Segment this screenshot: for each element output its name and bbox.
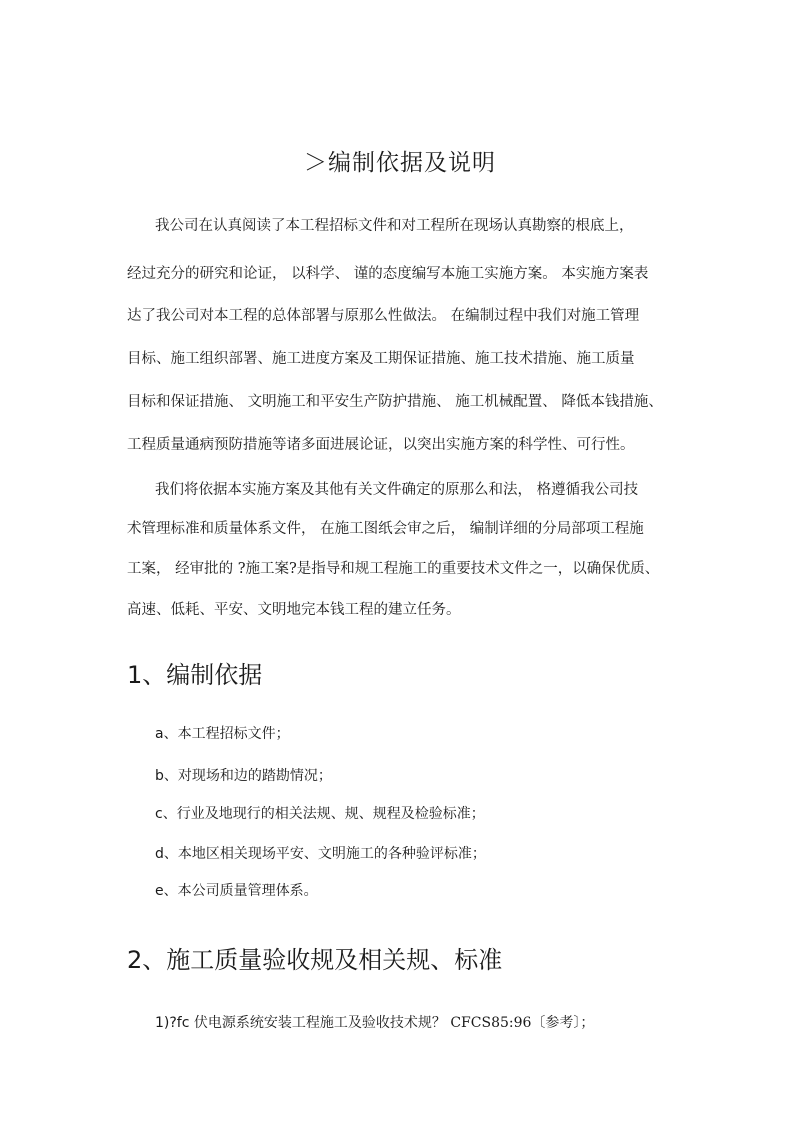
page-title: ＞编制依据及说明 xyxy=(304,150,496,176)
text-line: 工案， 经审批的 ?施工案?是指导和规工程施工的重要技术文件之一，以确保优质、 xyxy=(127,561,660,577)
list-item-text: 、对现场和边的踏勘情况； xyxy=(163,768,332,784)
list-marker: c xyxy=(155,806,163,822)
list-marker: b xyxy=(155,768,164,784)
text-line: 工程质量通病预防措施等诸多面进展论证，以突出实施方案的科学性、可行性。 xyxy=(127,437,635,453)
text-line: 术管理标准和质量体系文件， 在施工图纸会审之后， 编制详细的分局部项工程施 xyxy=(127,521,644,537)
list-item-text: 、行业及地现行的相关法规、规、规程及检验标准； xyxy=(162,806,485,822)
text-line: 我公司在认真阅读了本工程招标文件和对工程所在现场认真勘察的根底上， xyxy=(155,218,634,234)
list-marker: a xyxy=(155,726,164,742)
list-item xyxy=(155,843,486,863)
text-line: 目标和保证措施、 文明施工和平安生产防护措施、 施工机械配置、 降低本钱措施、 xyxy=(127,394,663,410)
text-line: 达了我公司对本工程的总体部署与原那么性做法。 在编制过程中我们对施工管理 xyxy=(127,308,640,324)
list-item-text: 、本地区相关现场平安、文明施工的各种验评标准； xyxy=(163,846,486,862)
section-1-heading: 1、编制依据 xyxy=(127,661,263,689)
list-item-text: 伏电源系统安装工程施工及验收技术规？ CFCS85:96〔参考〕； xyxy=(189,1015,595,1031)
list-item xyxy=(155,803,485,823)
text-line: 经过充分的研究和论证， 以科学、 谨的态度编写本施工实施方案。 本实施方案表 xyxy=(127,266,649,282)
text-line: 高速、低耗、平安、文明地完本钱工程的建立任务。 xyxy=(127,602,461,618)
list-item xyxy=(155,723,290,743)
list-item xyxy=(155,880,318,900)
list-item-text: 、本公司质量管理体系。 xyxy=(163,883,318,899)
text-line: 目标、施工组织部署、施工进度方案及工期保证措施、施工技术措施、施工质量 xyxy=(127,351,635,367)
list-marker: 1)?fc xyxy=(155,1015,190,1031)
section-2-heading: 2、施工质量验收规及相关规、标准 xyxy=(127,946,503,974)
list-item xyxy=(155,765,332,785)
list-marker: d xyxy=(155,846,164,862)
list-marker: e xyxy=(155,883,164,899)
text-line: 我们将依据本实施方案及其他有关文件确定的原那么和法， 格遵循我公司技 xyxy=(155,482,639,498)
list-item xyxy=(155,1012,594,1032)
list-item-text: 、本工程招标文件； xyxy=(163,726,290,742)
